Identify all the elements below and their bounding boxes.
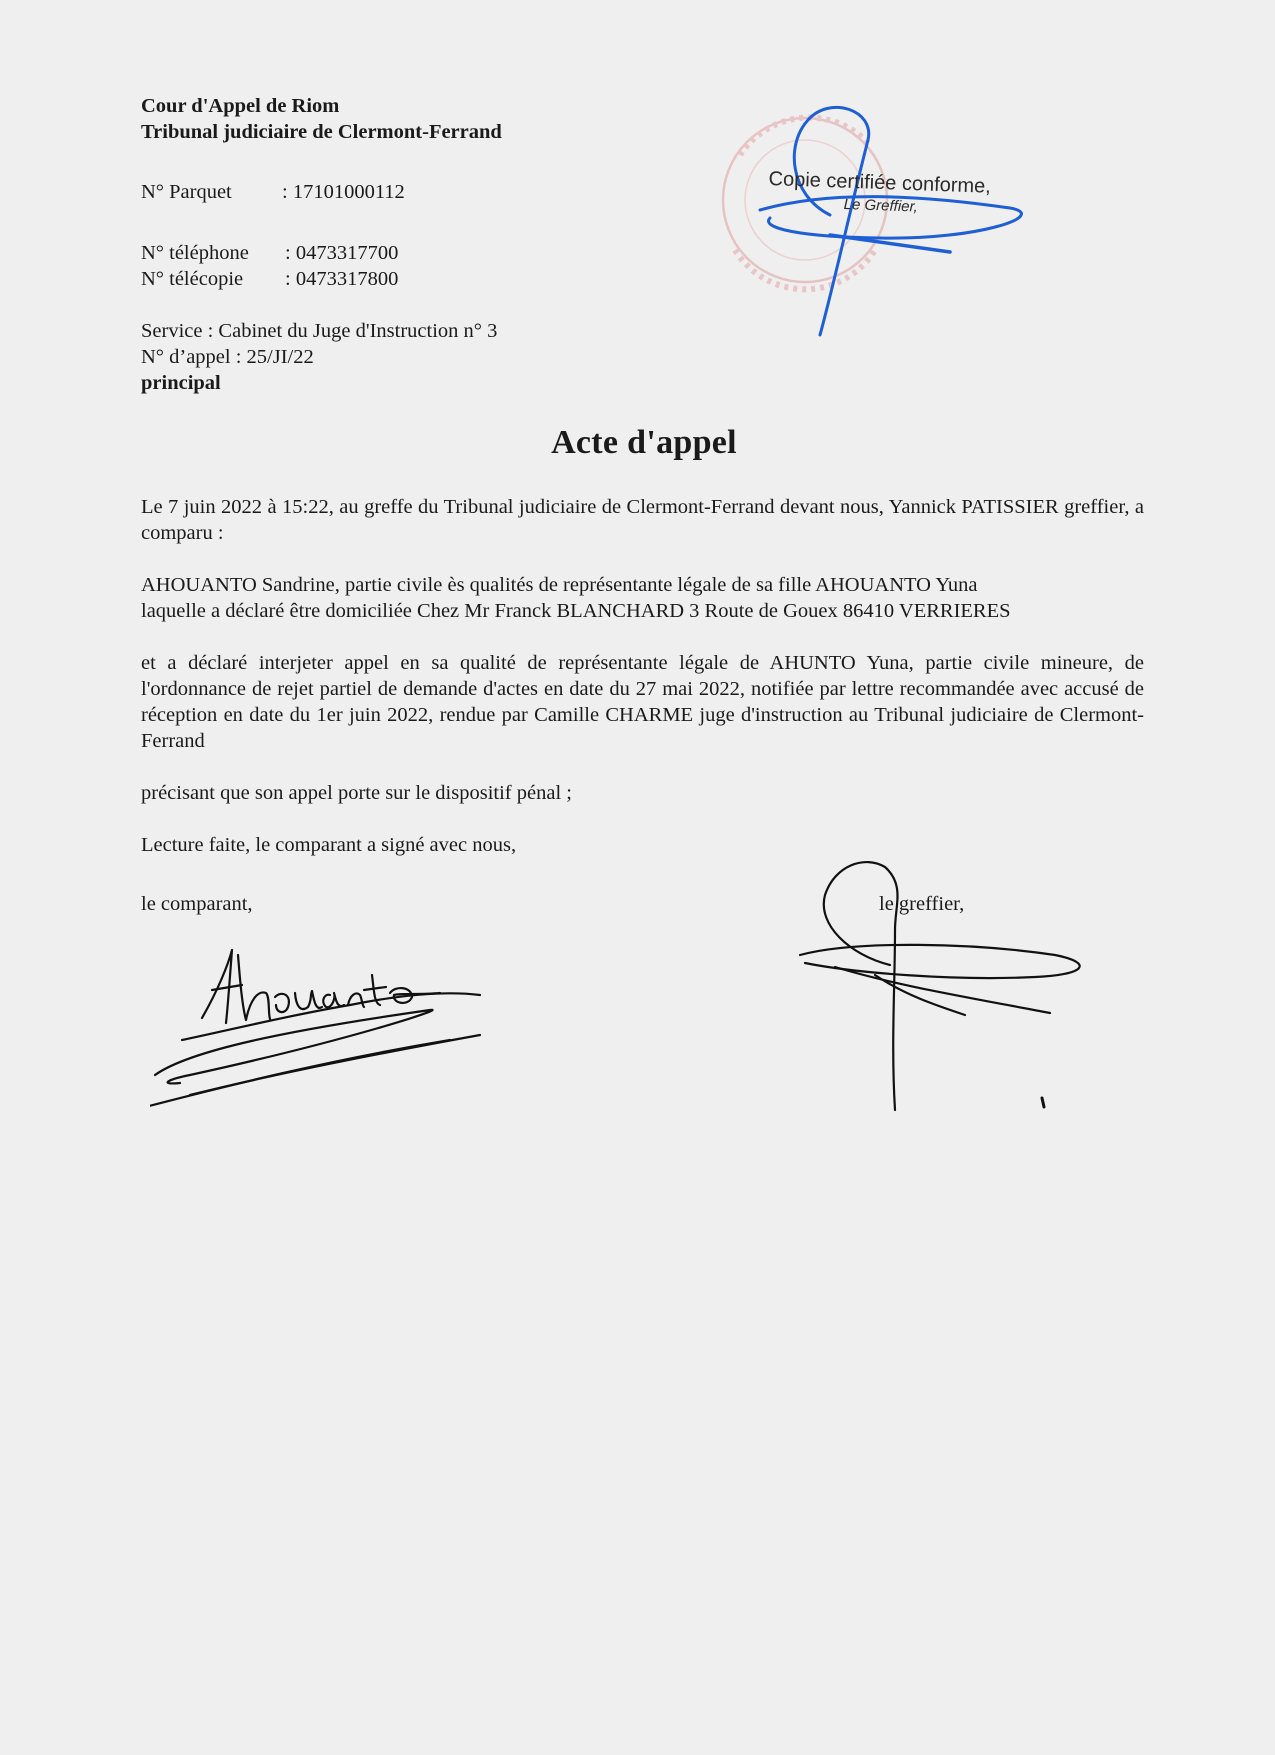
phone-value: : 0473317700 bbox=[285, 242, 399, 264]
appearance-paragraph: Le 7 juin 2022 à 15:22, au greffe du Tribunal judiciaire de Clermont-Ferrand devant nous, Yannick PATISSIER greffier, a comparu : bbox=[141, 496, 1144, 544]
appeal-declaration-paragraph: et a déclaré interjeter appel en sa qualité de représentante légale de AHUNTO Yuna, partie civile mineure, de l'ordonnance de rejet partiel de demande d'actes en date du 27 mai 2022, notifiée par lettre recommandée avec accusé de réception en date du 1er juin 2022, rendue par Camille CHARME juge d'instruction au Tribunal judiciaire de Clermont-Ferrand bbox=[141, 652, 1144, 752]
phone-label: N° téléphone bbox=[141, 242, 249, 264]
document-header bbox=[141, 93, 701, 396]
fax-label: N° télécopie bbox=[141, 268, 244, 290]
certified-copy-stamp bbox=[680, 100, 1100, 340]
parquet-row bbox=[141, 179, 701, 205]
appellant-signature-icon bbox=[150, 935, 500, 1115]
certified-copy-text: Copie certifiée conforme, bbox=[768, 168, 992, 198]
appellant-line-2: laquelle a déclaré être domiciliée Chez Mr Franck BLANCHARD 3 Route de Gouex 86410 VERRIERES bbox=[141, 600, 1011, 622]
court-of-appeal: Cour d'Appel de Riom bbox=[141, 95, 340, 117]
appeal-kind: principal bbox=[141, 372, 221, 394]
tribunal-name: Tribunal judiciaire de Clermont-Ferrand bbox=[141, 121, 502, 143]
parquet-value: : 17101000112 bbox=[282, 181, 405, 203]
clerk-signature-icon bbox=[795, 845, 1175, 1125]
parquet-label: N° Parquet bbox=[141, 181, 232, 203]
appeal-number: N° d’appel : 25/JI/22 bbox=[141, 346, 314, 368]
service-line: Service : Cabinet du Juge d'Instruction n° 3 bbox=[141, 320, 498, 342]
greffier-stamp-label: Le Greffier, bbox=[843, 196, 919, 216]
appellant-paragraph bbox=[141, 572, 1144, 624]
appellant-line-1: AHOUANTO Sandrine, partie civile ès qualités de représentante légale de sa fille AHOUANTO Yuna bbox=[141, 574, 978, 596]
document-body bbox=[141, 494, 1144, 884]
clerk-signature-label: le greffier, bbox=[879, 893, 965, 915]
appellant-signature-label: le comparant, bbox=[141, 893, 253, 915]
appeal-scope-paragraph: précisant que son appel porte sur le dispositif pénal ; bbox=[141, 782, 572, 804]
fax-row bbox=[141, 266, 701, 292]
document-title: Acte d'appel bbox=[551, 424, 737, 461]
reading-paragraph: Lecture faite, le comparant a signé avec nous, bbox=[141, 834, 517, 856]
phone-row bbox=[141, 240, 701, 266]
fax-value: : 0473317800 bbox=[285, 268, 399, 290]
greffier-stamp-signature-icon bbox=[760, 107, 1021, 335]
